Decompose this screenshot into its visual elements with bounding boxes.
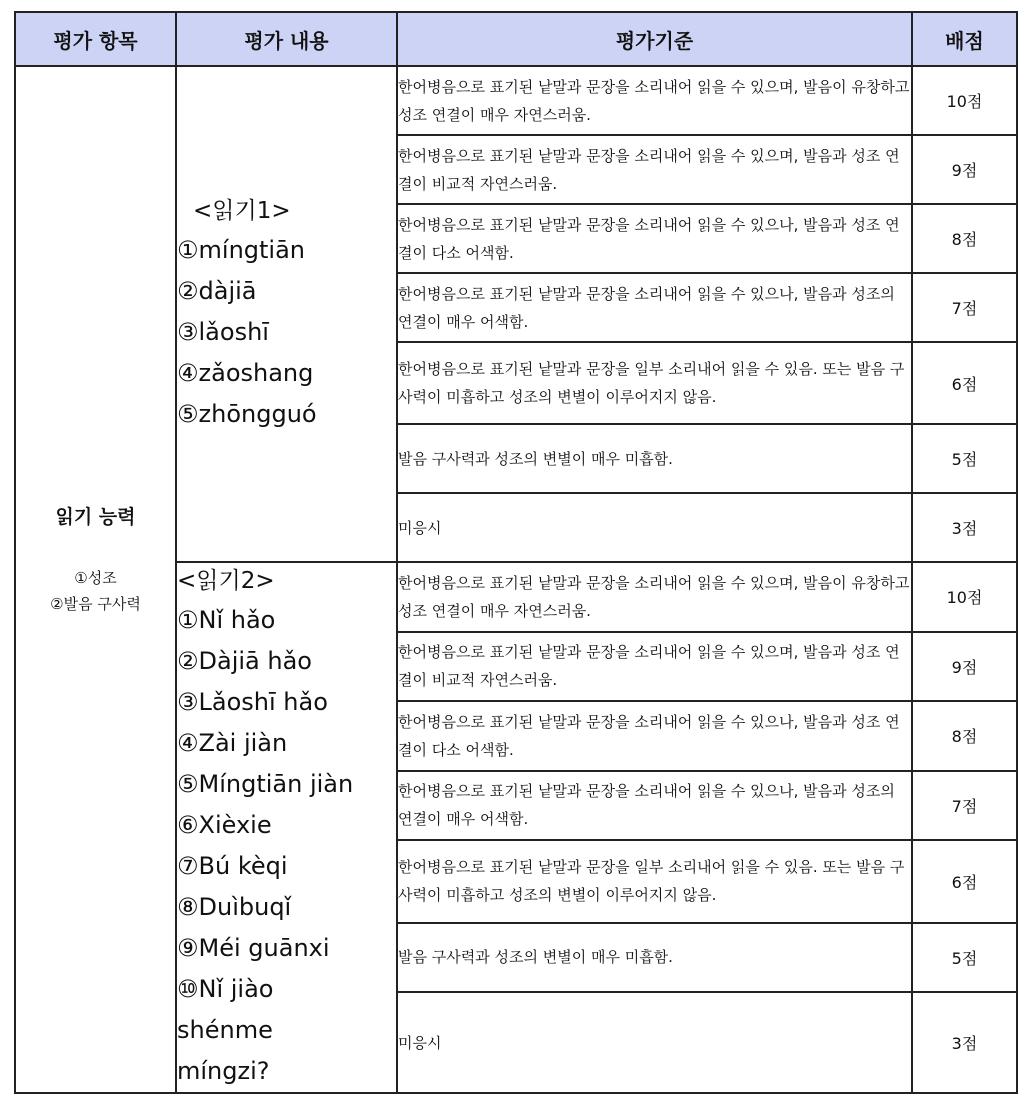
- list-item: ⑦Bú kèqi: [177, 852, 288, 880]
- area-cell: [15, 66, 176, 1093]
- criteria-cell: 미응시: [397, 493, 912, 562]
- score-cell: 6점: [912, 840, 1017, 923]
- header-area: 평가 항목: [15, 12, 176, 66]
- criteria-cell: 발음 구사력과 성조의 변별이 매우 미흡함.: [397, 424, 912, 493]
- score-cell: 6점: [912, 342, 1017, 424]
- criteria-cell: 한어병음으로 표기된 낱말과 문장을 소리내어 읽을 수 있으며, 발음과 성조 연결이 비교적 자연스러움.: [397, 135, 912, 204]
- list-item: ⑤Míngtiān jiàn: [177, 770, 354, 798]
- score-cell: 7점: [912, 273, 1017, 342]
- criteria-cell: 한어병음으로 표기된 낱말과 문장을 소리내어 읽을 수 있으나, 발음과 성조 연결이 다소 어색함.: [397, 701, 912, 771]
- header-content: 평가 내용: [176, 12, 397, 66]
- list-item: ⑩Nǐ jiào shénme míngzi?: [177, 975, 274, 1085]
- criteria-cell: 한어병음으로 표기된 낱말과 문장을 일부 소리내어 읽을 수 있음. 또는 발음 구사력이 미흡하고 성조의 변별이 이루어지지 않음.: [397, 342, 912, 424]
- list-item: ②dàjiā: [177, 277, 257, 305]
- list-item: ④zǎoshang: [177, 359, 314, 387]
- area-title: 읽기 능력: [55, 506, 136, 528]
- list-item: ⑨Méi guānxi: [177, 934, 330, 962]
- list-item: ①Nǐ hǎo: [177, 606, 276, 634]
- score-cell: 10점: [912, 562, 1017, 632]
- area-sub-2: ②발음 구사력: [50, 595, 141, 613]
- score-cell: 5점: [912, 923, 1017, 993]
- content-cell-1: [176, 66, 397, 562]
- header-row: [15, 12, 1017, 66]
- list-item: ④Zài jiàn: [177, 729, 288, 757]
- score-cell: 5점: [912, 424, 1017, 493]
- score-cell: 3점: [912, 992, 1017, 1093]
- criteria-cell: 한어병음으로 표기된 낱말과 문장을 소리내어 읽을 수 있으나, 발음과 성조의 연결이 매우 어색함.: [397, 273, 912, 342]
- criteria-cell: 한어병음으로 표기된 낱말과 문장을 소리내어 읽을 수 있으나, 발음과 성조 연결이 다소 어색함.: [397, 204, 912, 273]
- criteria-cell: 발음 구사력과 성조의 변별이 매우 미흡함.: [397, 923, 912, 993]
- list-item: ③Lǎoshī hǎo: [177, 688, 328, 716]
- rubric-table: [14, 11, 1018, 1094]
- list-item: ⑥Xièxie: [177, 811, 272, 839]
- score-cell: 8점: [912, 204, 1017, 273]
- score-cell: 10점: [912, 66, 1017, 135]
- content-title-2: <읽기2>: [177, 568, 275, 594]
- content-cell-2: [176, 562, 397, 1093]
- area-sub-1: ①성조: [74, 569, 117, 587]
- table-row: [15, 66, 1017, 135]
- criteria-cell: 한어병음으로 표기된 낱말과 문장을 소리내어 읽을 수 있으며, 발음이 유창하고 성조 연결이 매우 자연스러움.: [397, 66, 912, 135]
- list-item: ⑤zhōngguó: [177, 400, 317, 428]
- content-title-1: <읽기1>: [193, 198, 291, 224]
- list-item: ③lǎoshī: [177, 318, 269, 346]
- criteria-cell: 미응시: [397, 992, 912, 1093]
- criteria-cell: 한어병음으로 표기된 낱말과 문장을 소리내어 읽을 수 있으며, 발음이 유창하고 성조 연결이 매우 자연스러움.: [397, 562, 912, 632]
- list-item: ①míngtiān: [177, 236, 306, 264]
- criteria-cell: 한어병음으로 표기된 낱말과 문장을 일부 소리내어 읽을 수 있음. 또는 발음 구사력이 미흡하고 성조의 변별이 이루어지지 않음.: [397, 840, 912, 923]
- list-item: ②Dàjiā hǎo: [177, 647, 312, 675]
- score-cell: 3점: [912, 493, 1017, 562]
- score-cell: 7점: [912, 771, 1017, 841]
- list-item: ⑧Duìbuqǐ: [177, 893, 292, 921]
- criteria-cell: 한어병음으로 표기된 낱말과 문장을 소리내어 읽을 수 있으며, 발음과 성조 연결이 비교적 자연스러움.: [397, 632, 912, 702]
- header-criteria: 평가기준: [397, 12, 912, 66]
- criteria-cell: 한어병음으로 표기된 낱말과 문장을 소리내어 읽을 수 있으나, 발음과 성조의 연결이 매우 어색함.: [397, 771, 912, 841]
- score-cell: 8점: [912, 701, 1017, 771]
- header-score: 배점: [912, 12, 1017, 66]
- score-cell: 9점: [912, 632, 1017, 702]
- score-cell: 9점: [912, 135, 1017, 204]
